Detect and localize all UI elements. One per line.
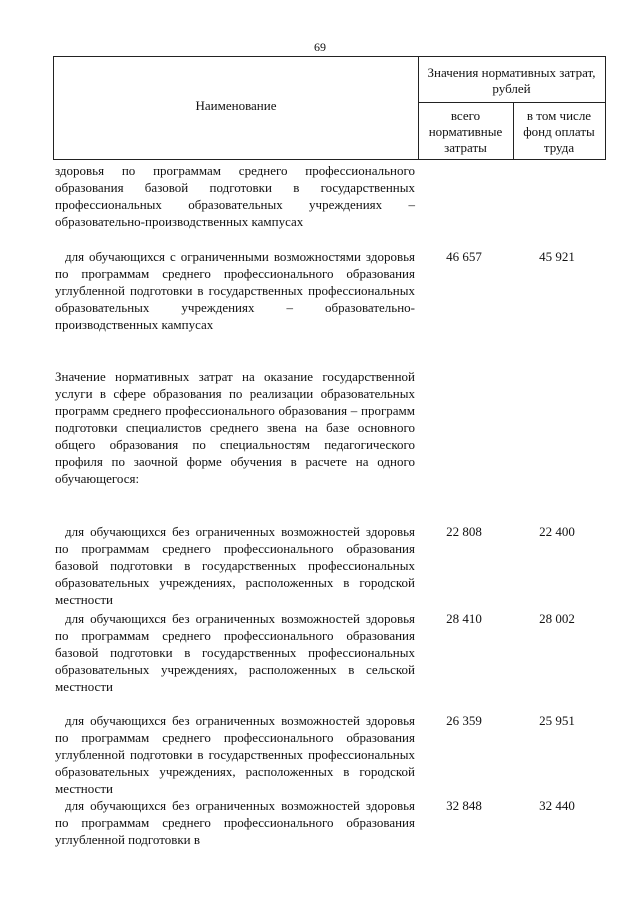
fund-value: 22 400 [539,524,575,539]
header-total: всего нормативные затраты [428,108,503,155]
header-fund: в том числе фонд оплаты труда [523,108,595,155]
total-value: 26 359 [446,713,482,728]
fund-value: 28 002 [539,611,575,626]
table-row: здоровья по программам среднего профессионального образования базовой подготовки в государственных профессиональных образовательных учреждениях – образовательно-производственных кампусах [55,163,415,229]
header-values-group: Значения нормативных затрат, рублей [427,65,596,96]
total-value: 28 410 [446,611,482,626]
total-value: 46 657 [446,249,482,264]
table-row: для обучающихся без ограниченных возможностей здоровья по программам среднего профессионального образования базовой подготовки в государственных профессиональных образовательных учреждениях, расположенных в городской местности [55,524,415,607]
total-value: 22 808 [446,524,482,539]
header-name: Наименование [195,98,277,113]
fund-value: 32 440 [539,798,575,813]
header-divider [418,102,605,103]
table-row: Значение нормативных затрат на оказание государственной услуги в сфере образования по реализации образовательных программ среднего профессионального образования – программ подготовки специалистов среднего звена на базе основного общего образования по специальностям педагогического профиля по заочной форме обучения в расчете на одного обучающегося: [55,369,415,486]
page-number: 69 [314,40,326,54]
total-value: 32 848 [446,798,482,813]
fund-value: 25 951 [539,713,575,728]
table-row: для обучающихся без ограниченных возможностей здоровья по программам среднего профессионального образования углубленной подготовки в [55,798,415,847]
table-row: для обучающихся с ограниченными возможностями здоровья по программам среднего профессионального образования углубленной подготовки в государственных профессиональных образовательных учреждениях – образовательно-производственных кампусах [55,249,415,332]
table-row: для обучающихся без ограниченных возможностей здоровья по программам среднего профессионального образования углубленной подготовки в государственных профессиональных образовательных учреждениях, расположенных в городской местности [55,713,415,796]
fund-value: 45 921 [539,249,575,264]
table-row: для обучающихся без ограниченных возможностей здоровья по программам среднего профессионального образования базовой подготовки в государственных профессиональных образовательных учреждениях, расположенных в сельской местности [55,611,415,694]
table-header [53,56,606,160]
